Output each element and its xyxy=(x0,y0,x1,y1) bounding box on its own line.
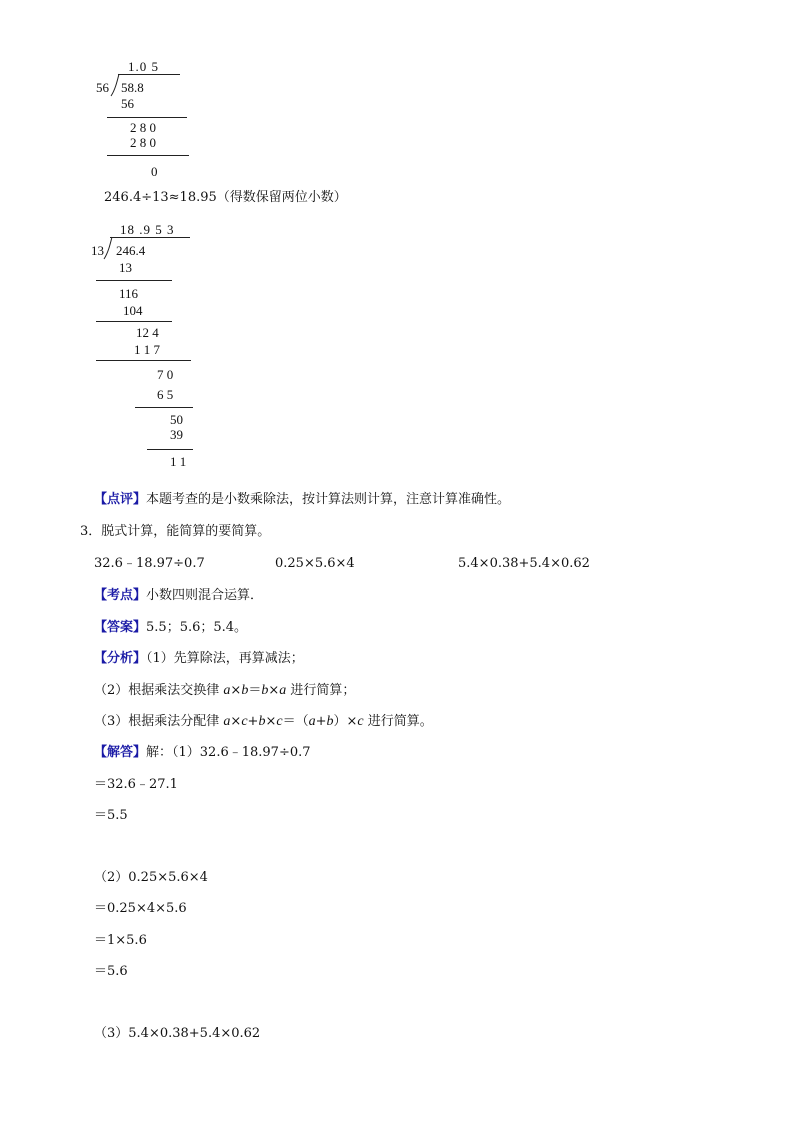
variable-b: b xyxy=(258,714,266,729)
step-subtrahend: 1 1 7 xyxy=(134,342,160,357)
analysis-text: 进行简算。 xyxy=(363,714,433,729)
analysis-line-3 xyxy=(94,714,433,730)
step-subtrahend: 2 8 0 xyxy=(130,135,156,150)
solution-line xyxy=(94,745,311,761)
step-subtrahend: 104 xyxy=(123,303,143,318)
step-rule xyxy=(147,449,193,450)
step-remainder: 7 0 xyxy=(157,367,174,382)
variable-b: b xyxy=(241,683,249,698)
kaodian-text: 小数四则混合运算． xyxy=(146,588,264,603)
analysis-line-1 xyxy=(94,651,304,667)
variable-a: a xyxy=(223,683,231,698)
problem-2: 0.25×5.6×4 xyxy=(275,556,355,571)
final-remainder: 0 xyxy=(151,164,158,179)
variable-a: a xyxy=(223,714,231,729)
step-rule xyxy=(135,407,193,408)
division-2-caption: 246.4÷13≈18.95（得数保留两位小数） xyxy=(104,190,347,205)
step-remainder: 2 8 0 xyxy=(130,120,156,135)
division-bar xyxy=(110,237,190,238)
kaodian-tag: 【考点】 xyxy=(94,588,147,603)
times-sign: × xyxy=(230,683,242,698)
dividend: 58.8 xyxy=(121,80,144,95)
step-subtrahend: 6 5 xyxy=(157,387,174,402)
step-rule xyxy=(96,321,172,322)
variable-a: a xyxy=(279,683,287,698)
answer-text: 5.5；5.6；5.4。 xyxy=(146,620,248,635)
plus-sign: + xyxy=(247,714,259,729)
kaodian-line xyxy=(94,588,263,604)
solution-tag: 【解答】 xyxy=(94,745,147,760)
step-remainder: 50 xyxy=(170,412,183,427)
analysis-line-2 xyxy=(94,683,355,699)
comment-tag: 【点评】 xyxy=(94,492,147,507)
times-sign: × xyxy=(268,683,280,698)
solution-step: ＝1×5.6 xyxy=(94,933,147,948)
step-rule xyxy=(96,280,172,281)
variable-b: b xyxy=(261,683,269,698)
step-rule xyxy=(107,117,187,118)
division-bracket xyxy=(103,237,115,261)
answer-line xyxy=(94,620,247,636)
equals-sign: ＝（ xyxy=(282,714,309,729)
problem-3: 5.4×0.38+5.4×0.62 xyxy=(458,556,590,571)
answer-tag: 【答案】 xyxy=(94,620,147,635)
analysis-text: （1）先算除法，再算减法； xyxy=(146,651,304,666)
dividend: 246.4 xyxy=(116,243,146,258)
step-rule xyxy=(96,360,191,361)
step-subtrahend: 13 xyxy=(119,260,132,275)
variable-c: c xyxy=(241,714,248,729)
comment-line xyxy=(94,492,510,508)
solution-intro: 解：（1）32.6﹣18.97÷0.7 xyxy=(146,745,311,760)
problem-1: 32.6﹣18.97÷0.7 xyxy=(94,556,205,571)
variable-c: c xyxy=(276,714,283,729)
division-bar xyxy=(118,74,180,75)
times-sign: × xyxy=(265,714,277,729)
analysis-text: 进行简算； xyxy=(286,683,356,698)
solution-step: ＝5.6 xyxy=(94,964,128,979)
step-remainder: 12 4 xyxy=(136,325,159,340)
step-rule xyxy=(107,155,189,156)
question-3-heading: 3．脱式计算，能简算的要简算。 xyxy=(80,524,271,539)
solution-part-3-title: （3）5.4×0.38+5.4×0.62 xyxy=(94,1026,261,1041)
analysis-tag: 【分析】 xyxy=(94,651,147,666)
solution-step: ＝0.25×4×5.6 xyxy=(94,901,187,916)
variable-b: b xyxy=(326,714,334,729)
variable-a: a xyxy=(308,714,316,729)
comment-text: 本题考查的是小数乘除法，按计算法则计算，注意计算准确性。 xyxy=(146,492,511,507)
final-remainder: 1 1 xyxy=(170,454,187,469)
times-sign: ）× xyxy=(333,714,358,729)
equals-sign: ＝ xyxy=(248,683,262,698)
step-subtrahend: 39 xyxy=(170,427,183,442)
solution-part-2-title: （2）0.25×5.6×4 xyxy=(94,870,208,885)
divisor: 13 xyxy=(91,243,104,258)
analysis-text: （2）根据乘法交换律 xyxy=(94,683,224,698)
divisor: 56 xyxy=(96,80,109,95)
step-remainder: 116 xyxy=(119,286,139,301)
solution-step: ＝5.5 xyxy=(94,808,128,823)
plus-sign: + xyxy=(315,714,327,729)
times-sign: × xyxy=(230,714,242,729)
analysis-text: （3）根据乘法分配律 xyxy=(94,714,224,729)
solution-step: ＝32.6﹣27.1 xyxy=(94,777,178,792)
variable-c: c xyxy=(357,714,364,729)
quotient: 18 .9 5 3 xyxy=(120,222,175,237)
quotient: 1.0 5 xyxy=(128,59,159,74)
step-subtrahend: 56 xyxy=(121,96,134,111)
